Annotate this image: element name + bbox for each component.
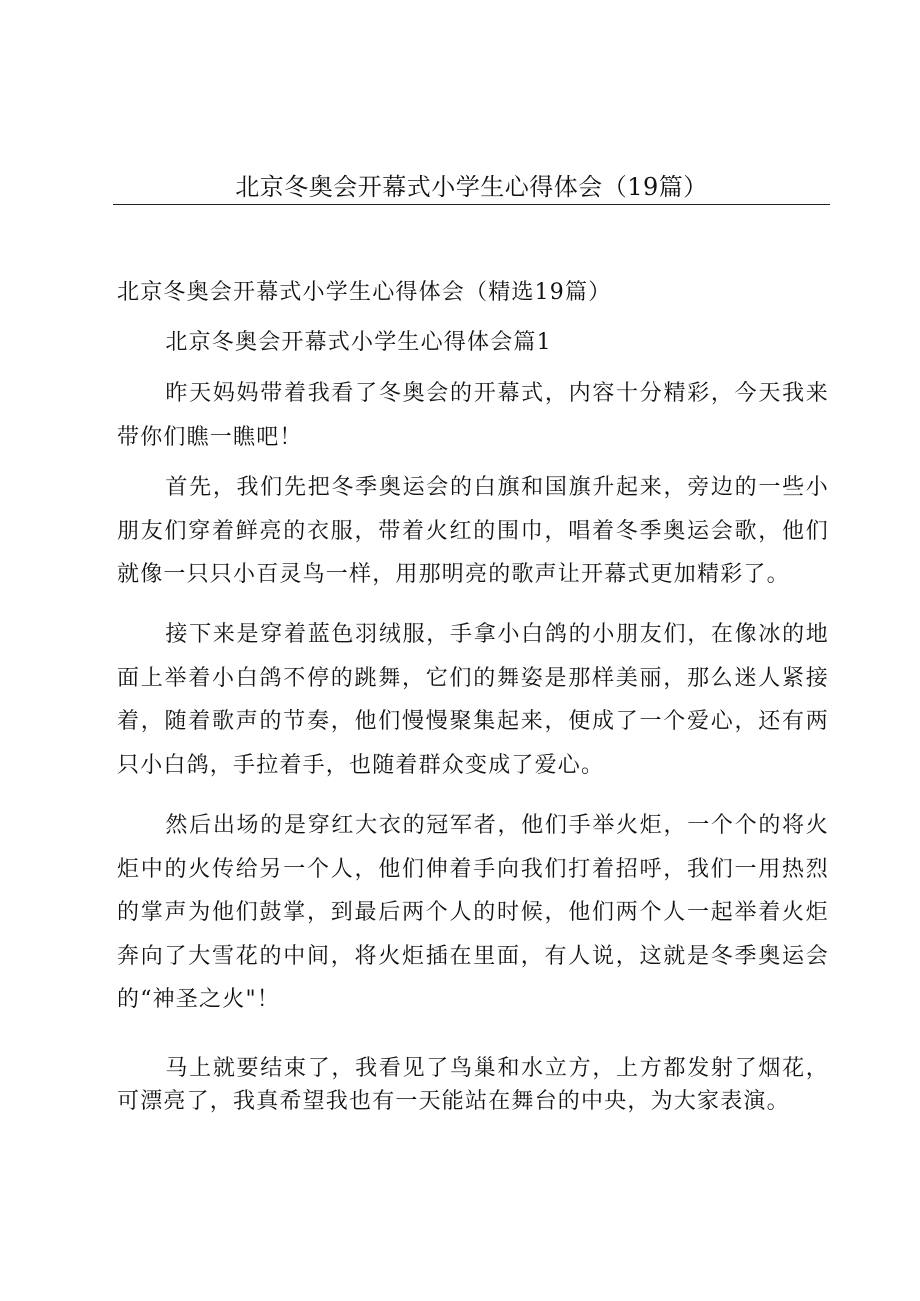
paragraph: 接下来是穿着蓝色羽绒服，手拿小白鸽的小朋友们，在像冰的地面上举着小白鸽不停的跳舞，它们的舞姿是那样美丽，那么迷人紧接着，随着歌声的节奏，他们慢慢聚集起来，便成了一个爱心，还有两只小白鸽，手拉着手，也随着群众变成了爱心。 [117,622,829,778]
paragraph: 昨天妈妈带着我看了冬奥会的开幕式，内容十分精彩，今天我来带你们瞧一瞧吧！ [117,381,829,450]
paragraph: 然后出场的是穿红大衣的冠军者，他们手举火炬，一个个的将火炬中的火传给另一个人，他们伸着手向我们打着招呼，我们一用热烈的掌声为他们鼓掌，到最后两个人的时候，他们两个人一起举着火炬奔向了大雪花的中间，将火炬插在里面，有人说，这就是冬季奥运会的“神圣之火"！ [117,813,829,1012]
section-heading: 北京冬奥会开幕式小学生心得体会篇1 [165,330,552,355]
document-subtitle: 北京冬奥会开幕式小学生心得体会（精选19篇） [117,280,612,305]
title-underline [113,204,830,205]
paragraph: 马上就要结束了，我看见了鸟巢和水立方，上方都发射了烟花，可漂亮了，我真希望我也有一天能站在舞台的中央，为大家表演。 [117,1056,829,1114]
document-title: 北京冬奥会开幕式小学生心得体会（19篇） [235,173,708,201]
paragraph: 首先，我们先把冬季奥运会的白旗和国旗升起来，旁边的一些小朋友们穿着鲜亮的衣服，带着火红的围巾，唱着冬季奥运会歌，他们就像一只只小百灵鸟一样，用那明亮的歌声让开幕式更加精彩了。 [117,475,829,587]
